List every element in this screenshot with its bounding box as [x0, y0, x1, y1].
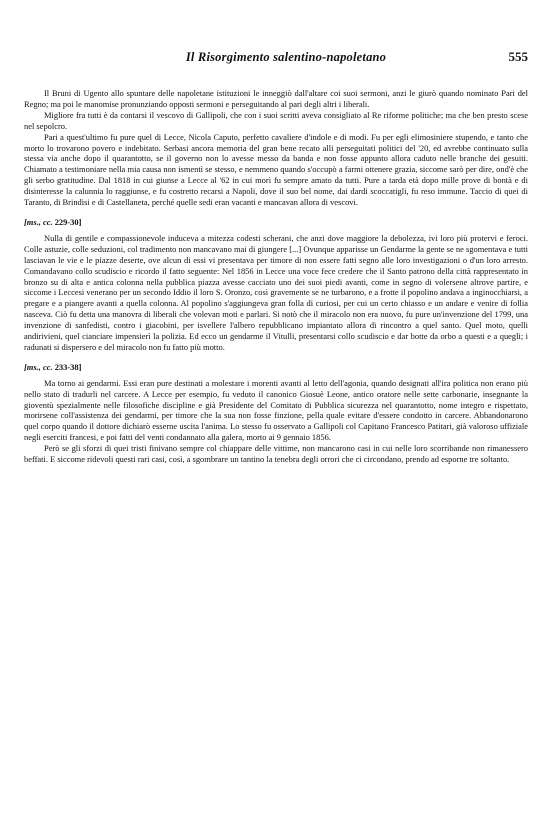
running-head	[24, 50, 528, 66]
source-reference-pages: 229-30]	[54, 216, 82, 227]
running-title: Il Risorgimento salentino-napoletano	[185, 50, 387, 64]
source-reference-pages: 233-38]	[54, 361, 82, 372]
source-reference-prefix: [ms., cc.	[24, 361, 53, 372]
source-reference-prefix: [ms., cc.	[24, 216, 53, 227]
paragraph: Migliore fra tutti è da contarsi il vescovo di Gallipoli, che con i suoi scritti aveva consigliato al Re riforme politiche; ma che ben presto scese nel sepolcro.	[24, 109, 528, 131]
paragraph: Ma torno ai gendarmi. Essi eran pure destinati a molestare i morenti avanti al letto dell'agonia, quando designati all'ira politica non erano più nello stato di tradurli nel carcere. A Lecce per esempio, fu veduto il canonico Giosuè Leone, antico oratore nelle sette carbonarie, insegnante la gioventù spezialmente nelle filosofiche discipline e già Presidente del Comitato di Pubblica sicurezza nel quarantotto, nome integro e rispettato, morirsene coll'assistenza dei gendarmi, per timore che la sua non fosse finzione, pella quale evitare d'essere condotto in carcere. Abbandonarono quel corpo quando il dottore dichiarò esserne uscita l'anima. Lo stesso fu osservato a Gallipoli col Capitano Francesco Patitari, già valoroso uffiziale negli eserciti francesi, e poi fatti del venti condannato alla galera, morto ai 9 gennaio 1856.	[24, 377, 528, 443]
page-body	[24, 88, 528, 465]
paragraph: Pari a quest'ultimo fu pure quel di Lecce, Nicola Caputo, perfetto cavaliere d'indole e di modi. Fu per egli elimosiniere stupendo, e tanto che morto lo trovarono povero e indebitato. Serbasi ancora memoria del gran bene recato alli perseguitati politici del '20, ed avrebbe continuato sulla stessa via anche dopo il quarantotto, se il governo non lo avesse messo da banda e non fosse appunto allora caduto nelle branche dei gesuiti. Chiamato a testimoniare nella mia causa non ismentì se stesso, e nemmeno quando s'occupò a farmi ottenere grazia, siccome sarò per dire, ond'è che gli serbo gratitudine. Dal 1818 in cui giunse a Lecce al '62 in cui morì fu sempre amato da tutti. Pure a tarda età dopo mille prove di bontà e di disinteresse la calunnia lo raggiunse, e fu costretto recarsi a Napoli, dove il suo bel nome, dai dardi scoccatigli, fu reso immune. Taccio di quei di Taranto, di Brindisi e di Castellaneta, perché quelle sedi eran vacanti e mancavan allora di vescovi.	[24, 131, 528, 208]
source-reference	[24, 362, 528, 373]
paragraph: Il Bruni di Ugento allo spuntare delle napoletane istituzioni le inneggiò dall'altare coi suoi sermoni, anzi le giurò quando nominato Pari del Regno; ma poi le manomise pronunziando opposti sermoni e perseguitando al pari degli altri i liberali.	[24, 88, 528, 109]
page-number: 555	[508, 49, 528, 64]
paragraph: Però se gli sforzi di quei tristi finivano sempre col chiappare delle vittime, non mancarono casi in cui nelle loro scorribande non rimanessero beffati. E siccome ridevoli questi rari casi, così, a sgombrare un tantino la tenebra degli orrori che ci circondano, prendo ad esporne tre soltanto.	[24, 443, 528, 465]
paragraph: Nulla di gentile e compassionevole induceva a mitezza codesti scherani, che anzi dove maggiore la debolezza, ivi loro più protervi e feroci. Colle astuzie, colle seduzioni, col tradimento non mancavano mai di giungere [...] Ovunque apparisse un Gendarme la gente se ne sgomentava e tutti lasciavan le vie e le piazze deserte, ove alcun di essi vi presentava per timore di non essere fatti segno alle loro investigazioni o d'un loro arresto. Comandavano collo scudiscio e ricordo il fatto seguente: Nel 1856 in Lecce una voce fece credere che il Santo patrono della città rappresentato in bronzo su di alta e antica colonna nella pubblica piazza avesse cacciato uno dei suoi piedi avanti, come in segno di volersene altrove partire, e siccome i Leccesi venerano per un secondo Iddio il loro S. Oronzo, così gravemente se ne turbarono, e a frotte il popolino andava a inginocchiarsi, a pregare e a piangere avanti a quella colonna. Al popolino s'aggiungeva gran folla di curiosi, per cui un certo chiasso e un andare e venire di follia nasceva. Ciò fu detta una manovra di liberali che volevan moti e parlari. Si notò che il miracolo non era nuovo, fu pure un'invenzione del 1799, una invenzione di sanfedisti, contro i giacobini, per isvellere l'albero repubblicano impiantato allora di rincontro a quel santo. Quel moto, quelli andirivieni, quel cianciare impensierì la polizia. Ed ecco un gendarme il Vitulli, presentarsi collo scudiscio e dar botte da orbo a questi e a quegli; i radunati si dispersero e del miracolo non fu fatto più motto.	[24, 232, 528, 352]
source-reference	[24, 217, 528, 228]
